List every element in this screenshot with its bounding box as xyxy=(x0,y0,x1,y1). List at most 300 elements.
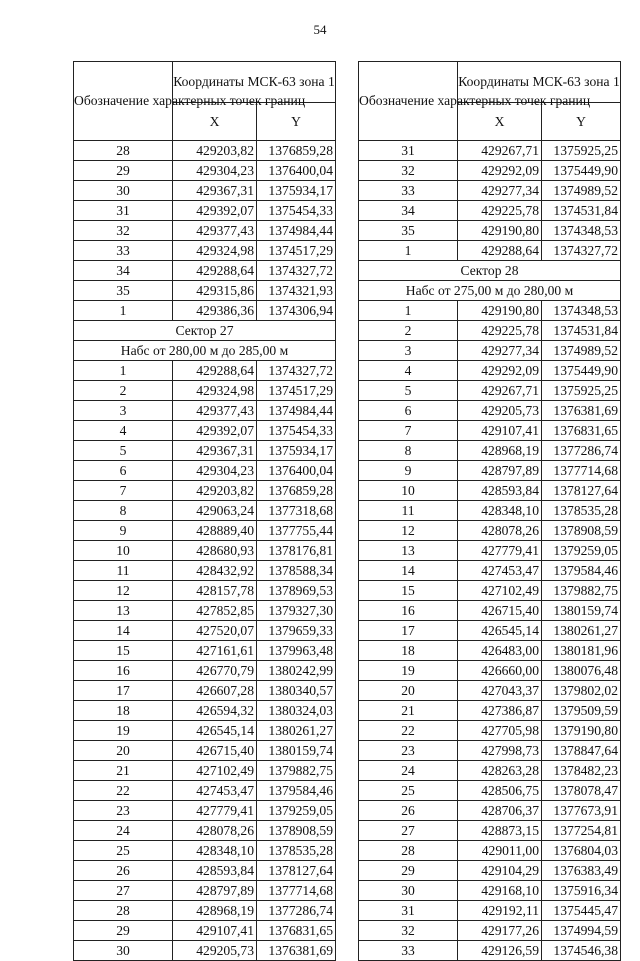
point-number-cell: 31 xyxy=(359,901,458,921)
table-row xyxy=(74,161,336,181)
y-coordinate-cell: 1380261,27 xyxy=(542,621,621,641)
x-coordinate-cell: 427102,49 xyxy=(173,761,257,781)
x-coordinate-cell: 427102,49 xyxy=(458,581,542,601)
coordinates-table-left xyxy=(73,61,336,961)
x-coordinate-cell: 428680,93 xyxy=(173,541,257,561)
x-coordinate-cell: 429267,71 xyxy=(458,141,542,161)
point-number-cell: 25 xyxy=(359,781,458,801)
x-coordinate-cell: 428078,26 xyxy=(173,821,257,841)
table-row xyxy=(359,681,621,701)
x-coordinate-cell: 429177,26 xyxy=(458,921,542,941)
point-number-cell: 24 xyxy=(359,761,458,781)
table-row xyxy=(359,741,621,761)
y-coordinate-cell: 1378078,47 xyxy=(542,781,621,801)
table-row xyxy=(359,841,621,861)
x-coordinate-cell: 429304,23 xyxy=(173,461,257,481)
y-coordinate-cell: 1374306,94 xyxy=(257,301,336,321)
point-number-cell: 35 xyxy=(359,221,458,241)
y-coordinate-cell: 1377254,81 xyxy=(542,821,621,841)
point-number-cell: 33 xyxy=(359,181,458,201)
table-row xyxy=(74,641,336,661)
header-point-designation: Обозначение характерных точек границ xyxy=(359,62,458,141)
y-coordinate-cell: 1377755,44 xyxy=(257,521,336,541)
y-coordinate-cell: 1378969,53 xyxy=(257,581,336,601)
y-coordinate-cell: 1374327,72 xyxy=(542,241,621,261)
table-row xyxy=(359,621,621,641)
table-row xyxy=(74,181,336,201)
x-coordinate-cell: 429104,29 xyxy=(458,861,542,881)
y-coordinate-cell: 1380242,99 xyxy=(257,661,336,681)
y-coordinate-cell: 1379659,33 xyxy=(257,621,336,641)
x-coordinate-cell: 428797,89 xyxy=(173,881,257,901)
point-number-cell: 31 xyxy=(74,201,173,221)
point-number-cell: 15 xyxy=(74,641,173,661)
x-coordinate-cell: 429168,10 xyxy=(458,881,542,901)
x-coordinate-cell: 429277,34 xyxy=(458,181,542,201)
point-number-cell: 22 xyxy=(359,721,458,741)
point-number-cell: 17 xyxy=(359,621,458,641)
page-number: 54 xyxy=(313,22,327,37)
point-number-cell: 23 xyxy=(74,801,173,821)
point-number-cell: 10 xyxy=(74,541,173,561)
point-number-cell: 14 xyxy=(359,561,458,581)
y-coordinate-cell: 1377714,68 xyxy=(257,881,336,901)
y-coordinate-cell: 1380159,74 xyxy=(542,601,621,621)
x-coordinate-cell: 428078,26 xyxy=(458,521,542,541)
header-y: Y xyxy=(257,103,336,141)
x-coordinate-cell: 429304,23 xyxy=(173,161,257,181)
x-coordinate-cell: 429205,73 xyxy=(458,401,542,421)
table-row xyxy=(359,861,621,881)
y-coordinate-cell: 1378588,34 xyxy=(257,561,336,581)
y-coordinate-cell: 1374989,52 xyxy=(542,181,621,201)
x-coordinate-cell: 428348,10 xyxy=(458,501,542,521)
x-coordinate-cell: 429324,98 xyxy=(173,241,257,261)
x-coordinate-cell: 429288,64 xyxy=(458,241,542,261)
point-number-cell: 21 xyxy=(74,761,173,781)
table-row xyxy=(74,441,336,461)
x-coordinate-cell: 428593,84 xyxy=(173,861,257,881)
y-coordinate-cell: 1378127,64 xyxy=(257,861,336,881)
table-row xyxy=(359,921,621,941)
table-row xyxy=(359,581,621,601)
x-coordinate-cell: 429190,80 xyxy=(458,221,542,241)
section-label: Сектор 28 xyxy=(359,261,621,281)
y-coordinate-cell: 1376381,69 xyxy=(542,401,621,421)
point-number-cell: 12 xyxy=(74,581,173,601)
x-coordinate-cell: 429392,07 xyxy=(173,201,257,221)
table-row xyxy=(74,461,336,481)
y-coordinate-cell: 1379259,05 xyxy=(257,801,336,821)
y-coordinate-cell: 1378535,28 xyxy=(542,501,621,521)
point-number-cell: 6 xyxy=(74,461,173,481)
y-coordinate-cell: 1374984,44 xyxy=(257,401,336,421)
section-row xyxy=(359,281,621,301)
point-number-cell: 19 xyxy=(74,721,173,741)
table-row xyxy=(359,221,621,241)
table-row xyxy=(74,741,336,761)
table-row xyxy=(359,941,621,961)
y-coordinate-cell: 1374984,44 xyxy=(257,221,336,241)
x-coordinate-cell: 428873,15 xyxy=(458,821,542,841)
x-coordinate-cell: 429190,80 xyxy=(458,301,542,321)
table-row xyxy=(74,661,336,681)
y-coordinate-cell: 1374327,72 xyxy=(257,361,336,381)
table-row xyxy=(359,781,621,801)
point-number-cell: 8 xyxy=(359,441,458,461)
coordinates-table-right xyxy=(358,61,621,961)
table-row xyxy=(359,661,621,681)
table-row xyxy=(359,241,621,261)
point-number-cell: 18 xyxy=(74,701,173,721)
header-x: X xyxy=(458,103,542,141)
y-coordinate-cell: 1374327,72 xyxy=(257,261,336,281)
section-label: Сектор 27 xyxy=(74,321,336,341)
table-row xyxy=(359,641,621,661)
x-coordinate-cell: 428506,75 xyxy=(458,781,542,801)
y-coordinate-cell: 1379190,80 xyxy=(542,721,621,741)
y-coordinate-cell: 1380324,03 xyxy=(257,701,336,721)
x-coordinate-cell: 427705,98 xyxy=(458,721,542,741)
y-coordinate-cell: 1378176,81 xyxy=(257,541,336,561)
y-coordinate-cell: 1374517,29 xyxy=(257,381,336,401)
table-row xyxy=(74,481,336,501)
point-number-cell: 2 xyxy=(359,321,458,341)
point-number-cell: 1 xyxy=(359,301,458,321)
y-coordinate-cell: 1379259,05 xyxy=(542,541,621,561)
point-number-cell: 32 xyxy=(359,161,458,181)
point-number-cell: 22 xyxy=(74,781,173,801)
point-number-cell: 9 xyxy=(359,461,458,481)
x-coordinate-cell: 426715,40 xyxy=(173,741,257,761)
table-row xyxy=(359,761,621,781)
y-coordinate-cell: 1377318,68 xyxy=(257,501,336,521)
point-number-cell: 32 xyxy=(359,921,458,941)
x-coordinate-cell: 429392,07 xyxy=(173,421,257,441)
x-coordinate-cell: 427043,37 xyxy=(458,681,542,701)
y-coordinate-cell: 1375454,33 xyxy=(257,201,336,221)
y-coordinate-cell: 1378847,64 xyxy=(542,741,621,761)
point-number-cell: 34 xyxy=(74,261,173,281)
y-coordinate-cell: 1374321,93 xyxy=(257,281,336,301)
table-row xyxy=(74,361,336,381)
section-label: Набс от 280,00 м до 285,00 м xyxy=(74,341,336,361)
x-coordinate-cell: 427779,41 xyxy=(458,541,542,561)
y-coordinate-cell: 1376859,28 xyxy=(257,141,336,161)
y-coordinate-cell: 1379327,30 xyxy=(257,601,336,621)
x-coordinate-cell: 427453,47 xyxy=(173,781,257,801)
table-row xyxy=(74,761,336,781)
x-coordinate-cell: 429292,09 xyxy=(458,161,542,181)
point-number-cell: 32 xyxy=(74,221,173,241)
y-coordinate-cell: 1377286,74 xyxy=(542,441,621,461)
x-coordinate-cell: 429203,82 xyxy=(173,141,257,161)
point-number-cell: 11 xyxy=(74,561,173,581)
y-coordinate-cell: 1380159,74 xyxy=(257,741,336,761)
point-number-cell: 28 xyxy=(74,141,173,161)
point-number-cell: 30 xyxy=(359,881,458,901)
x-coordinate-cell: 426715,40 xyxy=(458,601,542,621)
x-coordinate-cell: 426770,79 xyxy=(173,661,257,681)
point-number-cell: 3 xyxy=(359,341,458,361)
x-coordinate-cell: 429288,64 xyxy=(173,261,257,281)
y-coordinate-cell: 1375449,90 xyxy=(542,361,621,381)
header-point-designation: Обозначение характерных точек границ xyxy=(74,62,173,141)
point-number-cell: 12 xyxy=(359,521,458,541)
point-number-cell: 5 xyxy=(74,441,173,461)
x-coordinate-cell: 428889,40 xyxy=(173,521,257,541)
section-row xyxy=(74,321,336,341)
point-number-cell: 29 xyxy=(359,861,458,881)
point-number-cell: 1 xyxy=(74,361,173,381)
x-coordinate-cell: 428706,37 xyxy=(458,801,542,821)
x-coordinate-cell: 426483,00 xyxy=(458,641,542,661)
y-coordinate-cell: 1374989,52 xyxy=(542,341,621,361)
table-row xyxy=(359,561,621,581)
point-number-cell: 27 xyxy=(74,881,173,901)
x-coordinate-cell: 427161,61 xyxy=(173,641,257,661)
x-coordinate-cell: 429011,00 xyxy=(458,841,542,861)
point-number-cell: 17 xyxy=(74,681,173,701)
x-coordinate-cell: 429377,43 xyxy=(173,221,257,241)
table-row xyxy=(359,141,621,161)
table-row xyxy=(359,161,621,181)
x-coordinate-cell: 428593,84 xyxy=(458,481,542,501)
table-row xyxy=(359,321,621,341)
y-coordinate-cell: 1377673,91 xyxy=(542,801,621,821)
table-row xyxy=(359,361,621,381)
table-row xyxy=(359,721,621,741)
point-number-cell: 26 xyxy=(359,801,458,821)
y-coordinate-cell: 1379802,02 xyxy=(542,681,621,701)
x-coordinate-cell: 429203,82 xyxy=(173,481,257,501)
x-coordinate-cell: 428348,10 xyxy=(173,841,257,861)
x-coordinate-cell: 427453,47 xyxy=(458,561,542,581)
x-coordinate-cell: 427386,87 xyxy=(458,701,542,721)
y-coordinate-cell: 1376400,04 xyxy=(257,161,336,181)
table-row xyxy=(359,881,621,901)
point-number-cell: 33 xyxy=(74,241,173,261)
x-coordinate-cell: 429107,41 xyxy=(173,921,257,941)
point-number-cell: 4 xyxy=(74,421,173,441)
table-row xyxy=(74,901,336,921)
x-coordinate-cell: 429324,98 xyxy=(173,381,257,401)
section-row xyxy=(74,341,336,361)
table-row xyxy=(74,621,336,641)
x-coordinate-cell: 429367,31 xyxy=(173,441,257,461)
y-coordinate-cell: 1375934,17 xyxy=(257,441,336,461)
x-coordinate-cell: 429063,24 xyxy=(173,501,257,521)
point-number-cell: 13 xyxy=(74,601,173,621)
table-row xyxy=(74,701,336,721)
x-coordinate-cell: 429315,86 xyxy=(173,281,257,301)
point-number-cell: 13 xyxy=(359,541,458,561)
table-row xyxy=(359,801,621,821)
y-coordinate-cell: 1374531,84 xyxy=(542,201,621,221)
point-number-cell: 11 xyxy=(359,501,458,521)
x-coordinate-cell: 429267,71 xyxy=(458,381,542,401)
x-coordinate-cell: 427852,85 xyxy=(173,601,257,621)
section-label: Набс от 275,00 м до 280,00 м xyxy=(359,281,621,301)
x-coordinate-cell: 428157,78 xyxy=(173,581,257,601)
table-row xyxy=(74,841,336,861)
header-x: X xyxy=(173,103,257,141)
point-number-cell: 29 xyxy=(74,161,173,181)
point-number-cell: 24 xyxy=(74,821,173,841)
table-row xyxy=(359,821,621,841)
point-number-cell: 20 xyxy=(74,741,173,761)
point-number-cell: 16 xyxy=(359,601,458,621)
x-coordinate-cell: 428263,28 xyxy=(458,761,542,781)
header-y: Y xyxy=(542,103,621,141)
point-number-cell: 14 xyxy=(74,621,173,641)
table-body-left xyxy=(74,141,336,961)
table-row xyxy=(359,541,621,561)
x-coordinate-cell: 429205,73 xyxy=(173,941,257,961)
y-coordinate-cell: 1375454,33 xyxy=(257,421,336,441)
table-row xyxy=(74,721,336,741)
point-number-cell: 1 xyxy=(359,241,458,261)
y-coordinate-cell: 1379584,46 xyxy=(542,561,621,581)
table-row xyxy=(74,261,336,281)
y-coordinate-cell: 1375916,34 xyxy=(542,881,621,901)
x-coordinate-cell: 428432,92 xyxy=(173,561,257,581)
y-coordinate-cell: 1376831,65 xyxy=(257,921,336,941)
y-coordinate-cell: 1379882,75 xyxy=(542,581,621,601)
x-coordinate-cell: 426660,00 xyxy=(458,661,542,681)
header-coordinates: Координаты МСК-63 зона 1 xyxy=(173,62,336,103)
table-row xyxy=(359,421,621,441)
point-number-cell: 30 xyxy=(74,941,173,961)
point-number-cell: 9 xyxy=(74,521,173,541)
point-number-cell: 5 xyxy=(359,381,458,401)
table-row xyxy=(359,701,621,721)
y-coordinate-cell: 1378908,59 xyxy=(257,821,336,841)
table-row xyxy=(74,601,336,621)
table-row xyxy=(359,441,621,461)
table-row xyxy=(74,501,336,521)
table-row xyxy=(359,301,621,321)
x-coordinate-cell: 426607,28 xyxy=(173,681,257,701)
y-coordinate-cell: 1375925,25 xyxy=(542,141,621,161)
y-coordinate-cell: 1376400,04 xyxy=(257,461,336,481)
table-row xyxy=(359,401,621,421)
table-row xyxy=(359,201,621,221)
x-coordinate-cell: 429126,59 xyxy=(458,941,542,961)
x-coordinate-cell: 427779,41 xyxy=(173,801,257,821)
y-coordinate-cell: 1378908,59 xyxy=(542,521,621,541)
x-coordinate-cell: 428797,89 xyxy=(458,461,542,481)
point-number-cell: 27 xyxy=(359,821,458,841)
table-row xyxy=(74,941,336,961)
point-number-cell: 3 xyxy=(74,401,173,421)
point-number-cell: 15 xyxy=(359,581,458,601)
table-row xyxy=(359,381,621,401)
table-row xyxy=(74,801,336,821)
y-coordinate-cell: 1376859,28 xyxy=(257,481,336,501)
table-row xyxy=(74,381,336,401)
y-coordinate-cell: 1374348,53 xyxy=(542,221,621,241)
point-number-cell: 1 xyxy=(74,301,173,321)
point-number-cell: 19 xyxy=(359,661,458,681)
point-number-cell: 16 xyxy=(74,661,173,681)
table-row xyxy=(359,601,621,621)
point-number-cell: 29 xyxy=(74,921,173,941)
point-number-cell: 4 xyxy=(359,361,458,381)
point-number-cell: 26 xyxy=(74,861,173,881)
table-row xyxy=(74,561,336,581)
y-coordinate-cell: 1375925,25 xyxy=(542,381,621,401)
table-row xyxy=(74,861,336,881)
table-row xyxy=(359,901,621,921)
y-coordinate-cell: 1376804,03 xyxy=(542,841,621,861)
point-number-cell: 18 xyxy=(359,641,458,661)
table-row xyxy=(74,221,336,241)
section-row xyxy=(359,261,621,281)
y-coordinate-cell: 1379509,59 xyxy=(542,701,621,721)
table-row xyxy=(359,341,621,361)
y-coordinate-cell: 1376381,69 xyxy=(257,941,336,961)
y-coordinate-cell: 1374517,29 xyxy=(257,241,336,261)
point-number-cell: 10 xyxy=(359,481,458,501)
x-coordinate-cell: 429107,41 xyxy=(458,421,542,441)
y-coordinate-cell: 1377714,68 xyxy=(542,461,621,481)
table-row xyxy=(74,201,336,221)
x-coordinate-cell: 429288,64 xyxy=(173,361,257,381)
y-coordinate-cell: 1380261,27 xyxy=(257,721,336,741)
y-coordinate-cell: 1379963,48 xyxy=(257,641,336,661)
table-row xyxy=(359,501,621,521)
table-body-right xyxy=(359,141,621,961)
table-header xyxy=(359,62,621,141)
point-number-cell: 21 xyxy=(359,701,458,721)
point-number-cell: 34 xyxy=(359,201,458,221)
y-coordinate-cell: 1375445,47 xyxy=(542,901,621,921)
y-coordinate-cell: 1376831,65 xyxy=(542,421,621,441)
x-coordinate-cell: 429367,31 xyxy=(173,181,257,201)
x-coordinate-cell: 429386,36 xyxy=(173,301,257,321)
table-row xyxy=(74,681,336,701)
point-number-cell: 35 xyxy=(74,281,173,301)
point-number-cell: 28 xyxy=(359,841,458,861)
table-row xyxy=(359,481,621,501)
header-coordinates: Координаты МСК-63 зона 1 xyxy=(458,62,621,103)
x-coordinate-cell: 426545,14 xyxy=(458,621,542,641)
x-coordinate-cell: 428968,19 xyxy=(458,441,542,461)
y-coordinate-cell: 1375449,90 xyxy=(542,161,621,181)
table-row xyxy=(74,581,336,601)
y-coordinate-cell: 1376383,49 xyxy=(542,861,621,881)
table-row xyxy=(74,401,336,421)
x-coordinate-cell: 427998,73 xyxy=(458,741,542,761)
table-row xyxy=(74,541,336,561)
y-coordinate-cell: 1380340,57 xyxy=(257,681,336,701)
x-coordinate-cell: 427520,07 xyxy=(173,621,257,641)
table-row xyxy=(74,521,336,541)
y-coordinate-cell: 1377286,74 xyxy=(257,901,336,921)
y-coordinate-cell: 1378482,23 xyxy=(542,761,621,781)
x-coordinate-cell: 429377,43 xyxy=(173,401,257,421)
table-row xyxy=(74,921,336,941)
point-number-cell: 7 xyxy=(74,481,173,501)
y-coordinate-cell: 1380076,48 xyxy=(542,661,621,681)
table-row xyxy=(74,881,336,901)
table-row xyxy=(359,181,621,201)
y-coordinate-cell: 1374994,59 xyxy=(542,921,621,941)
point-number-cell: 33 xyxy=(359,941,458,961)
point-number-cell: 28 xyxy=(74,901,173,921)
x-coordinate-cell: 428968,19 xyxy=(173,901,257,921)
